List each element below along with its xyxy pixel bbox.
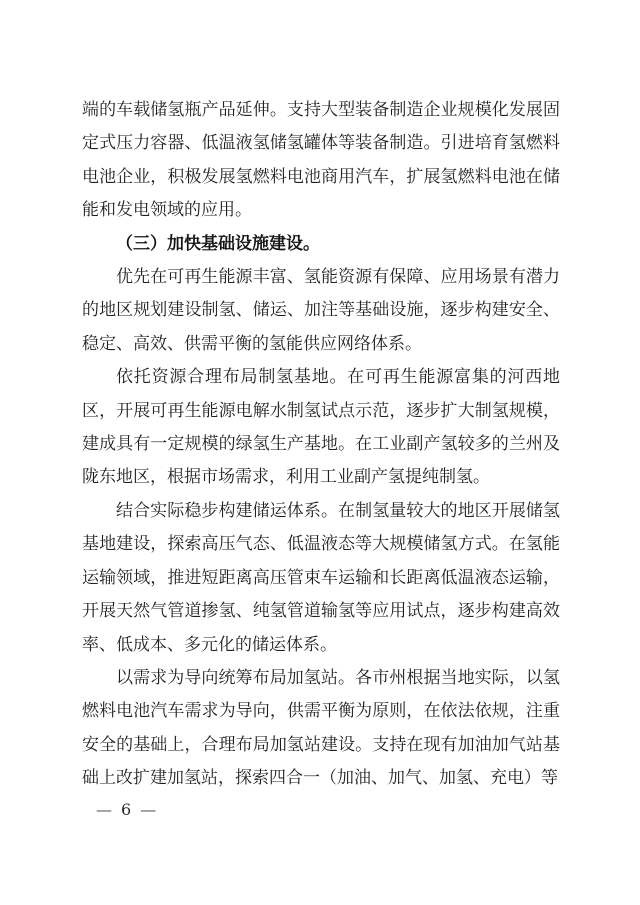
page-number: 6 xyxy=(121,800,132,819)
document-body xyxy=(82,94,560,796)
footer-left-dash: — xyxy=(96,800,112,819)
paragraph-hydrogen-production-bases: 依托资源合理布局制氢基地。在可再生能源富集的河西地区，开展可再生能源电解水制氢试点示范，逐步扩大制氢规模，建成具有一定规模的绿氢生产基地。在工业副产氢较多的兰州及陇东地区，根据市场需求，利用工业副产氢提纯制氢。 xyxy=(82,367,560,488)
paragraph-infrastructure-network-planning: 优先在可再生能源丰富、氢能资源有保障、应用场景有潜力的地区规划建设制氢、储运、加注等基础设施，逐步构建安全、稳定、高效、供需平衡的氢能供应网络体系。 xyxy=(82,267,560,354)
heading-section-3-infrastructure: （三）加快基础设施建设。 xyxy=(116,233,320,254)
page-footer xyxy=(96,799,156,821)
paragraph-equipment-manufacturing-continuation: 端的车载储氢瓶产品延伸。支持大型装备制造企业规模化发展固定式压力容器、低温液氢储氢罐体等装备制造。引进培育氢燃料电池企业，积极发展氢燃料电池商用汽车，扩展氢燃料电池在储能和发电领域的应用。 xyxy=(82,100,560,221)
paragraph-refueling-station-layout: 以需求为导向统筹布局加氢站。各市州根据当地实际，以氢燃料电池汽车需求为导向，供需平衡为原则，在依法依规，注重安全的基础上，合理布局加氢站建设。支持在现有加油加气站基础上改扩建加氢站，探索四合一（加油、加气、加氢、充电）等 xyxy=(82,667,560,789)
paragraph-storage-transport-system: 结合实际稳步构建储运体系。在制氢量较大的地区开展储氢基地建设，探索高压气态、低温液态等大规模储氢方式。在氢能运输领域，推进短距离高压管束车运输和长距离低温液态运输，开展天然气管道掺氢、纯氢管道输氢等应用试点，逐步构建高效率、低成本、多元化的储运体系。 xyxy=(82,500,560,655)
footer-right-dash: — xyxy=(140,800,157,819)
